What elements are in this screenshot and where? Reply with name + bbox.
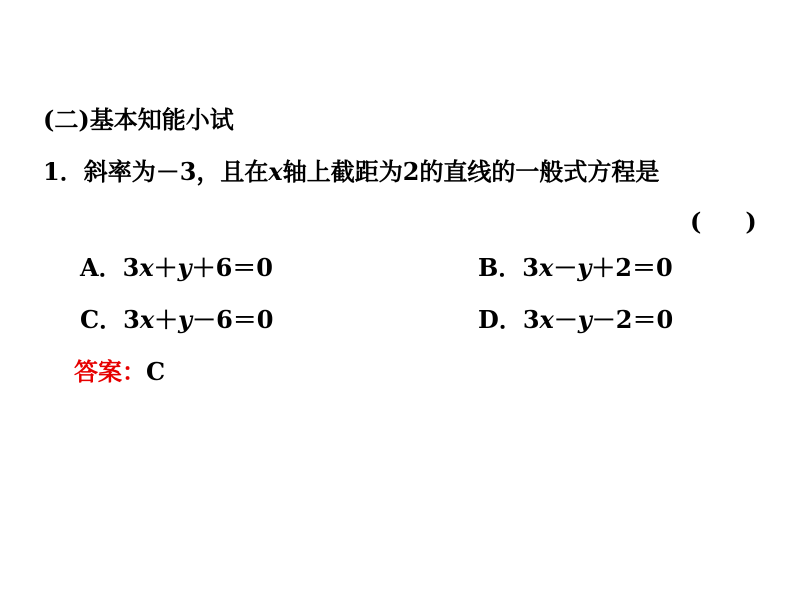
option-d-x: x [539,305,554,334]
option-d-label: D． [478,305,523,334]
option-b-x: x [539,253,554,282]
option-c-label: C． [80,305,124,334]
question-text-after: 轴上截距为2的直线的一般式方程是 [282,157,660,186]
option-d[interactable] [478,304,673,336]
question-text [43,156,659,188]
option-b-op: － [553,253,578,282]
question-number: 1． [43,157,84,186]
option-d-op: － [553,305,578,334]
option-c-op: ＋ [154,305,179,334]
option-a-x: x [139,253,154,282]
option-a-coef: 3 [122,253,140,282]
answer-label: 答案： [74,357,146,386]
section-title: (二)基本知能小试 [43,105,234,134]
bracket-open: ( [690,207,702,236]
option-b[interactable] [478,252,673,284]
option-c-coef: 3 [123,305,140,334]
option-a-label: A． [80,253,123,282]
answer-value: C [146,357,166,386]
option-a-y: y [177,253,192,282]
option-c-x: x [139,305,155,334]
option-a[interactable] [80,252,273,284]
answer-bracket [690,206,757,238]
option-b-tail: ＋2＝0 [591,253,673,282]
question-variable: x [268,157,283,186]
option-b-label: B． [478,253,523,282]
bracket-close: ) [745,207,757,236]
option-b-y: y [577,253,592,282]
option-c-y: y [178,305,193,334]
option-d-y: y [577,305,592,334]
question-text-before: 斜率为－3，且在 [83,157,269,186]
option-c[interactable] [80,304,273,336]
answer [74,356,165,388]
option-a-tail: ＋6＝0 [191,253,273,282]
option-d-tail: －2＝0 [591,305,674,334]
option-c-tail: －6＝0 [192,305,274,334]
option-d-coef: 3 [522,305,540,334]
option-b-coef: 3 [522,253,539,282]
option-a-op: ＋ [153,253,178,282]
